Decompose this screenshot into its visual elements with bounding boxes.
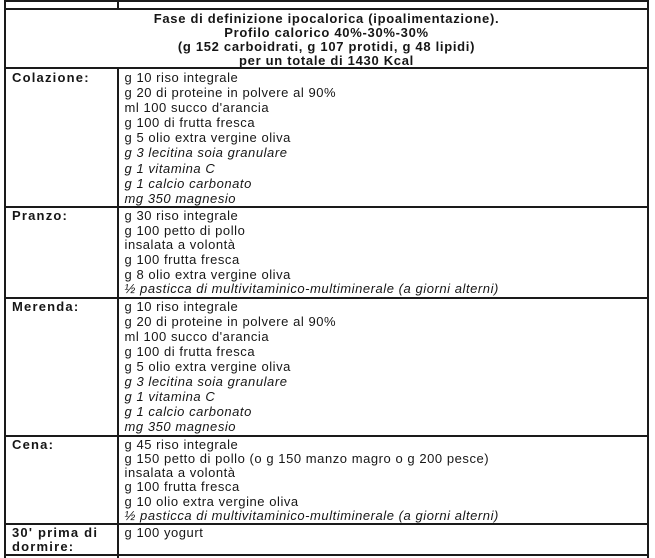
phase-header-line: (g 152 carboidrati, g 107 protidi, g 48 lipidi) — [177, 38, 476, 54]
diet-item: g 3 lecitina soia granulare — [124, 373, 288, 389]
phase-header-line: Fase di definizione ipocalorica (ipoalimentazione). — [153, 10, 500, 26]
meal-row-pranzo — [6, 206, 647, 297]
diet-item: mg 350 magnesio — [124, 418, 237, 434]
meal-rows-container — [6, 67, 647, 554]
diet-item: g 5 olio extra vergine oliva — [124, 358, 291, 374]
meal-items — [119, 299, 648, 435]
diet-item: g 10 olio extra vergine oliva — [124, 493, 299, 509]
diet-item: insalata a volontà — [124, 465, 236, 480]
diet-item: g 150 petto di pollo (o g 150 manzo magro o g 200 pesce) — [124, 450, 490, 466]
previous-row-fragment — [6, 0, 647, 8]
meal-items — [119, 208, 648, 297]
meal-items — [119, 437, 648, 524]
diet-item: g 1 vitamina C — [124, 388, 216, 404]
phase-header-line: Profilo calorico 40%-30%-30% — [224, 24, 429, 40]
diet-item: g 100 frutta fresca — [124, 252, 240, 268]
next-row-fragment — [6, 554, 647, 558]
table-header-row — [6, 8, 647, 67]
previous-row-label-cell — [6, 2, 119, 8]
meal-label: 30' prima di dormire: — [6, 525, 119, 554]
previous-row-content-cell — [119, 2, 648, 8]
diet-item: g 1 calcio carbonato — [124, 175, 252, 191]
diet-item: g 20 di proteine in polvere al 90% — [124, 313, 337, 329]
meal-label: Pranzo: — [6, 208, 119, 297]
diet-item: g 10 riso integrale — [124, 69, 239, 85]
diet-item: g 1 calcio carbonato — [124, 403, 252, 419]
meal-label: Colazione: — [6, 69, 119, 207]
phase-header — [6, 10, 647, 67]
diet-table — [4, 0, 649, 558]
diet-item: ½ pasticca di multivitaminico-multiminerale (a giorni alterni) — [124, 507, 499, 523]
diet-item: g 45 riso integrale — [124, 436, 239, 452]
diet-item: ½ pasticca di multivitaminico-multiminerale (a giorni alterni) — [124, 281, 499, 297]
diet-item: g 100 petto di pollo — [124, 222, 246, 238]
diet-item: mg 350 magnesio — [124, 190, 237, 206]
meal-items — [119, 525, 648, 554]
diet-item: g 5 olio extra vergine oliva — [124, 130, 291, 146]
meal-row-30-prima-di-dormire — [6, 523, 647, 554]
diet-item: ml 100 succo d'arancia — [124, 328, 270, 344]
diet-item: g 30 riso integrale — [124, 208, 239, 223]
diet-item: ml 100 succo d'arancia — [124, 99, 270, 115]
meal-row-colazione — [6, 67, 647, 207]
meal-items — [119, 69, 648, 207]
meal-row-merenda — [6, 297, 647, 435]
diet-item: insalata a volontà — [124, 237, 236, 253]
diet-item: g 100 di frutta fresca — [124, 343, 256, 359]
diet-item: g 3 lecitina soia granulare — [124, 145, 288, 161]
diet-item: g 100 yogurt — [124, 525, 204, 540]
diet-item: g 1 vitamina C — [124, 160, 216, 176]
diet-item: g 10 riso integrale — [124, 299, 239, 314]
meal-label: Cena: — [6, 437, 119, 524]
phase-header-line: per un totale di 1430 Kcal — [239, 52, 414, 67]
diet-item: g 20 di proteine in polvere al 90% — [124, 84, 337, 100]
diet-item: g 100 frutta fresca — [124, 479, 240, 495]
meal-row-cena — [6, 435, 647, 524]
diet-item: g 8 olio extra vergine oliva — [124, 266, 291, 282]
meal-label: Merenda: — [6, 299, 119, 435]
diet-item: g 100 di frutta fresca — [124, 115, 256, 131]
